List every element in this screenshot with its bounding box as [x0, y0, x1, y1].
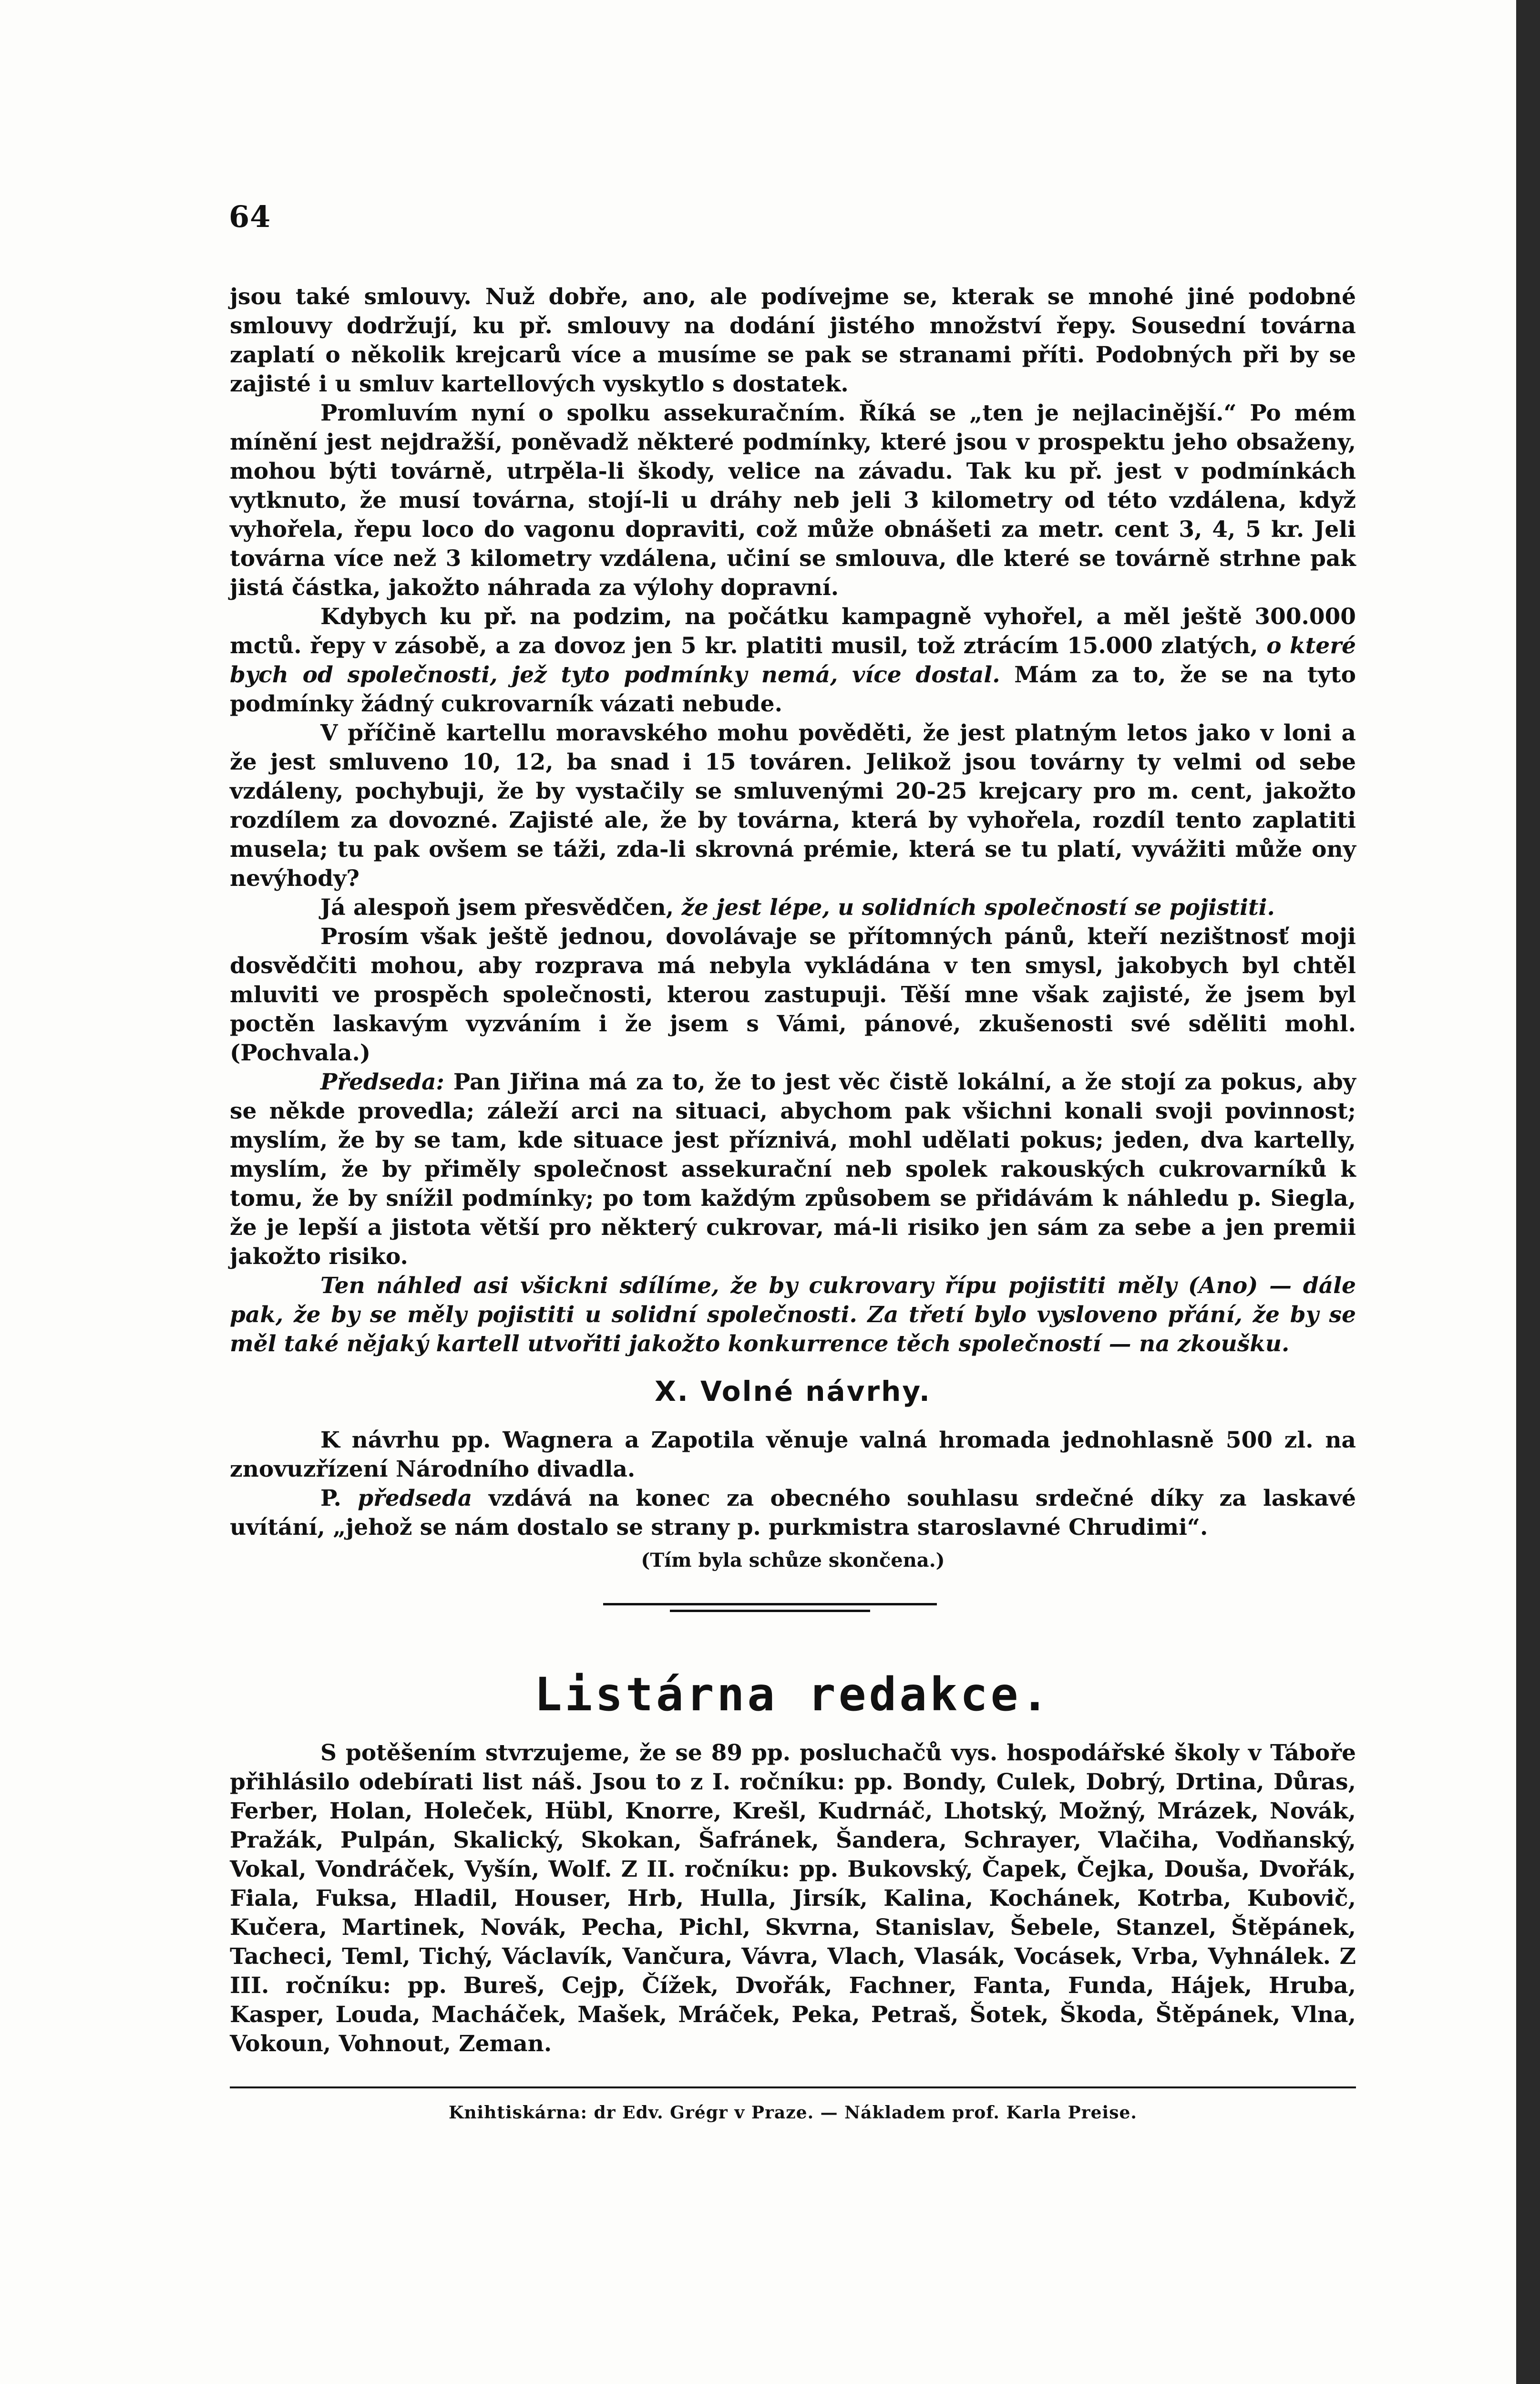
- page-edge: [1516, 0, 1540, 2384]
- paragraph-text: vzdává na konec za obecného souhlasu srdečné díky za laskavé uvítání, „jehož se nám dostalo se strany p. purkmistra staroslavné Chrudimi“.: [230, 1485, 1356, 1541]
- paragraph: [230, 1484, 1356, 1542]
- paragraph-text: Já alespoň jsem přesvědčen,: [320, 894, 674, 921]
- paragraph-prefix: P.: [320, 1485, 341, 1511]
- footer-divider: [230, 2086, 1356, 2088]
- speaker-label: Předseda:: [320, 1069, 444, 1095]
- paragraph-italic: o které bych od společnosti, jež tyto podmínky nemá, více dostal.: [230, 633, 1356, 688]
- divider: [670, 1610, 870, 1612]
- paragraph: K návrhu pp. Wagnera a Zapotila věnuje valná hromada jednohlasně 500 zl. na znovuzřízení Národního divadla.: [230, 1427, 1356, 1482]
- speaker-label: předseda: [358, 1485, 472, 1511]
- paragraph-text: Pan Jiřina má za to, že to jest věc čistě lokální, a že stojí za pokus, aby se někde provedla; záleží arci na situaci, abychom pak všichni konali svoji povinnost; myslím, že by se tam, kde situace jest příznivá, mohl udělati pokus; jeden, dva kartelly, myslím, že by přiměly společnost assekurační neb spolek rakouských cukrovarníků k tomu, že by snížil podmínky; po tom každým způsobem se přidávám k náhledu p. Siegla, že je lepší a jistota větší pro některý cukrovar, má-li risiko jen sám za sebe a jen premii jakožto risiko.: [230, 1069, 1356, 1270]
- paragraph-text-after: Mám za to, že se na tyto podmínky žádný cukrovarník vázati nebude.: [230, 662, 1356, 717]
- main-text: [230, 282, 1356, 1358]
- paragraph-text: Kdybych ku př. na podzim, na počátku kampagně vyhořel, a měl ještě 300.000 mctů. řepy v zásobě, a za dovoz jen 5 kr. platiti musil, tož ztrácím 15.000 zlatých,: [230, 604, 1356, 659]
- paragraph: [230, 893, 1356, 922]
- paragraph: [230, 602, 1356, 719]
- imprint: Knihtiskárna: dr Edv. Grégr v Praze. — Nákladem prof. Karla Preise.: [449, 2103, 1137, 2123]
- paragraph: [230, 1068, 1356, 1271]
- listarna-text: [230, 1738, 1356, 2058]
- divider: [603, 1603, 937, 1605]
- paragraph: S potěšením stvrzujeme, že se 89 pp. posluchačů vys. hospodářské školy v Táboře přihlásilo odebírati list náš. Jsou to z I. ročníku: pp. Bondy, Culek, Dobrý, Drtina, Důras, Ferber, Holan, Holeček, Hübl, Knorre, Krešl, Kudrnáč, Lhotský, Možný, Mrázek, Novák, Pražák, Pulpán, Skalický, Skokan, Šafránek, Šandera, Schrayer, Vlačiha, Vodňanský, Vokal, Vondráček, Vyšín, Wolf. Z II. ročníku: pp. Bukovský, Čapek, Čejka, Douša, Dvořák, Fiala, Fuksa, Hladil, Houser, Hrb, Hulla, Jirsík, Kalina, Kochánek, Kotrba, Kubovič, Kučera, Martinek, Novák, Pecha, Pichl, Skvrna, Stanislav, Šebele, Stanzel, Štěpánek, Tacheci, Teml, Tichý, Václavík, Vančura, Vávra, Vlach, Vlasák, Vocásek, Vrba, Vyhnálek. Z III. ročníku: pp. Bureš, Cejp, Čížek, Dvořák, Fachner, Fanta, Funda, Hájek, Hruba, Kasper, Louda, Macháček, Mašek, Mráček, Peka, Petraš, Šotek, Škoda, Štěpánek, Vlna, Vokoun, Vohnout, Zeman.: [230, 1740, 1356, 2057]
- paragraph: Promluvím nyní o spolku assekuračním. Říká se „ten je nejlacinější.“ Po mém mínění jest nejdražší, poněvadž některé podmínky, které jsou v prospektu jeho obsaženy, mohou býti továrně, utrpěla-li škody, velice na závadu. Tak ku př. jest v podmínkách vytknuto, že musí továrna, stojí-li u dráhy neb jeli 3 kilometry od této vzdálena, když vyhořela, řepu loco do vagonu dopraviti, což může obnášeti za metr. cent 3, 4, 5 kr. Jeli továrna více než 3 kilometry vzdálena, učiní se smlouva, dle které se továrně strhne pak jistá částka, jakožto náhrada za výlohy dopravní.: [230, 400, 1356, 601]
- paragraph: V příčině kartellu moravského mohu pověděti, že jest platným letos jako v loni a že jest smluveno 10, 12, ba snad i 15 továren. Jelikož jsou továrny ty velmi od sebe vzdáleny, pochybuji, že by vystačily se smluvenými 20-25 krejcary pro m. cent, jakožto rozdílem za dovozné. Zajisté ale, že by továrna, která by vyhořela, rozdíl tento zaplatiti musela; tu pak ovšem se táži, zda-li skrovná prémie, která se tu platí, vyvážiti může ony nevýhody?: [230, 720, 1356, 892]
- paragraph: jsou také smlouvy. Nuž dobře, ano, ale podívejme se, kterak se mnohé jiné podobné smlouvy dodržují, ku př. smlouvy na dodání jistého množství řepy. Sousední továrna zaplatí o několik krejcarů více a musíme se pak se stranami příti. Podobných při by se zajisté i u smluv kartellových vyskytlo s dostatek.: [230, 284, 1356, 397]
- paragraph-italic: že jest lépe, u solidních společností se pojistiti.: [681, 894, 1275, 921]
- closing-note: (Tím byla schůze skončena.): [641, 1549, 945, 1572]
- paragraph: Prosím však ještě jednou, dovolávaje se přítomných pánů, kteří nezištnosť moji dosvědčiti mohou, aby rozprava má nebyla vykládána v ten smysl, jakobych byl chtěl mluviti ve prospěch společnosti, kterou zastupuji. Těší mne však zajisté, že jsem byl poctěn laskavým vyzváním i že jsem s Vámi, pánové, zkušenosti své sděliti mohl. (Pochvala.): [230, 924, 1356, 1066]
- listarna-title: Listárna redakce.: [534, 1668, 1052, 1721]
- page-number: 64: [229, 199, 271, 234]
- section-text: [230, 1426, 1356, 1575]
- paragraph: Ten náhled asi všickni sdílíme, že by cukrovary řípu pojistiti měly (Ano) — dále pak, že by se měly pojistiti u solidní společnosti. Za třetí bylo vysloveno přání, že by se měl také nějaký kartell utvořiti jakožto konkurrence těch společností — na zkoušku.: [230, 1273, 1356, 1357]
- section-heading: X. Volné návrhy.: [655, 1375, 931, 1408]
